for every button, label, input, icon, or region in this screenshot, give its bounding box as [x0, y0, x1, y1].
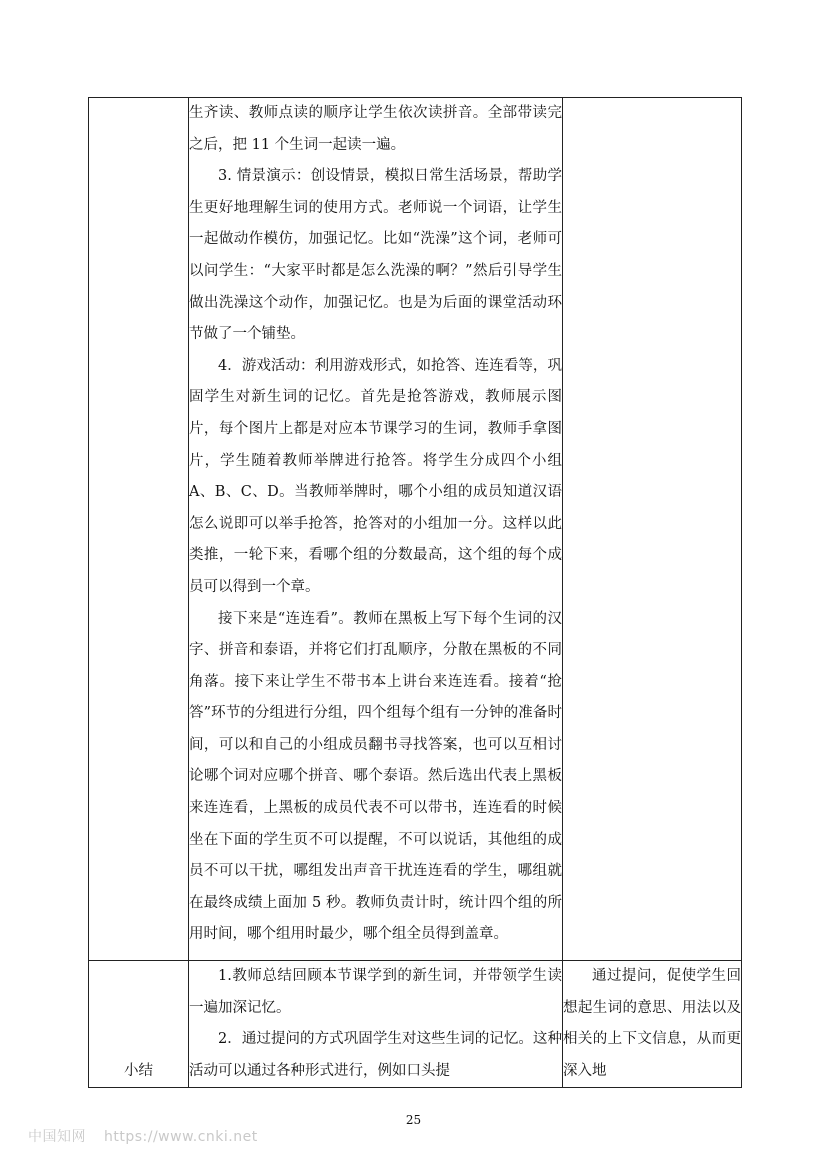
paragraph: 2．通过提问的方式巩固学生对这些生词的记忆。这种活动可以通过各种形式进行，例如口头提: [189, 1031, 562, 1079]
stage-label-cell: [89, 961, 189, 1088]
paragraph: 接下来是“连连看”。教师在黑板上写下每个生词的汉字、拼音和泰语，并将它们打乱顺序，分散在黑板的不同角落。接下来让学生不带书本上讲台来连连看。接着“抢答”环节的分组进行分组，四个组每个组有一分钟的准备时间，可以和自己的小组成员翻书寻找答案，也可以互相讨论哪个词对应哪个拼音、哪个泰语。然后选出代表上黑板来连连看，上黑板的成员代表不可以带书，连连看的时候坐在下面的学生页不可以提醒，不可以说话，其他组的成员不可以干扰，哪组发出声音干扰连连看的学生，哪组就在最终成绩上面加 5 秒。教师负责计时，统计四个组的所用时间，哪个组用时最少，哪个组全员得到盖章。: [189, 610, 562, 943]
paragraph: 3. 情景演示：创设情景，模拟日常生活场景，帮助学生更好地理解生词的使用方式。老师说一个词语，让学生一起做动作模仿，加强记忆。比如“洗澡”这个词，老师可以问学生：“大家平时都是怎么洗澡的啊？”然后引导学生做出洗澡这个动作，加强记忆。也是为后面的课堂活动环节做了一个铺垫。: [189, 168, 562, 343]
watermark-url: https://www.cnki.net: [104, 1129, 258, 1145]
paragraph: 生齐读、教师点读的顺序让学生依次读拼音。全部带读完之后，把 11 个生词一起读一遍。: [189, 105, 562, 153]
design-intent-text: 通过提问，促使学生回想起生词的意思、用法以及相关的上下文信息，从而更深入地: [563, 968, 741, 1079]
paragraph: 4．游戏活动：利用游戏形式，如抢答、连连看等，巩固学生对新生词的记忆。首先是抢答游戏，教师展示图片，每个图片上都是对应本节课学习的生词，教师手拿图片，学生随着教师举牌进行抢答。将学生分成四个小组 A、B、C、D。当教师举牌时，哪个小组的成员知道汉语怎么说即可以举手抢答，抢答对的小组加一分。这样以此类推，一轮下来，看哪个组的分数最高，这个组的每个成员可以得到一个章。: [189, 357, 562, 595]
stage-label-cell: [89, 98, 189, 961]
design-intent-cell: [563, 98, 742, 961]
table-row: [89, 961, 742, 1088]
activity-cell: [189, 961, 563, 1088]
cnki-watermark: [28, 1126, 258, 1146]
page-number: 25: [405, 1113, 422, 1127]
lesson-plan-table: [88, 97, 742, 1088]
design-intent-cell: [563, 961, 742, 1088]
watermark-logo-text: 中国知网: [28, 1129, 86, 1145]
stage-label: 小结: [124, 1063, 153, 1080]
activity-cell: [189, 98, 563, 961]
paragraph: 1.教师总结回顾本节课学到的新生词，并带领学生读一遍加深记忆。: [189, 968, 562, 1016]
table-row: [89, 98, 742, 961]
